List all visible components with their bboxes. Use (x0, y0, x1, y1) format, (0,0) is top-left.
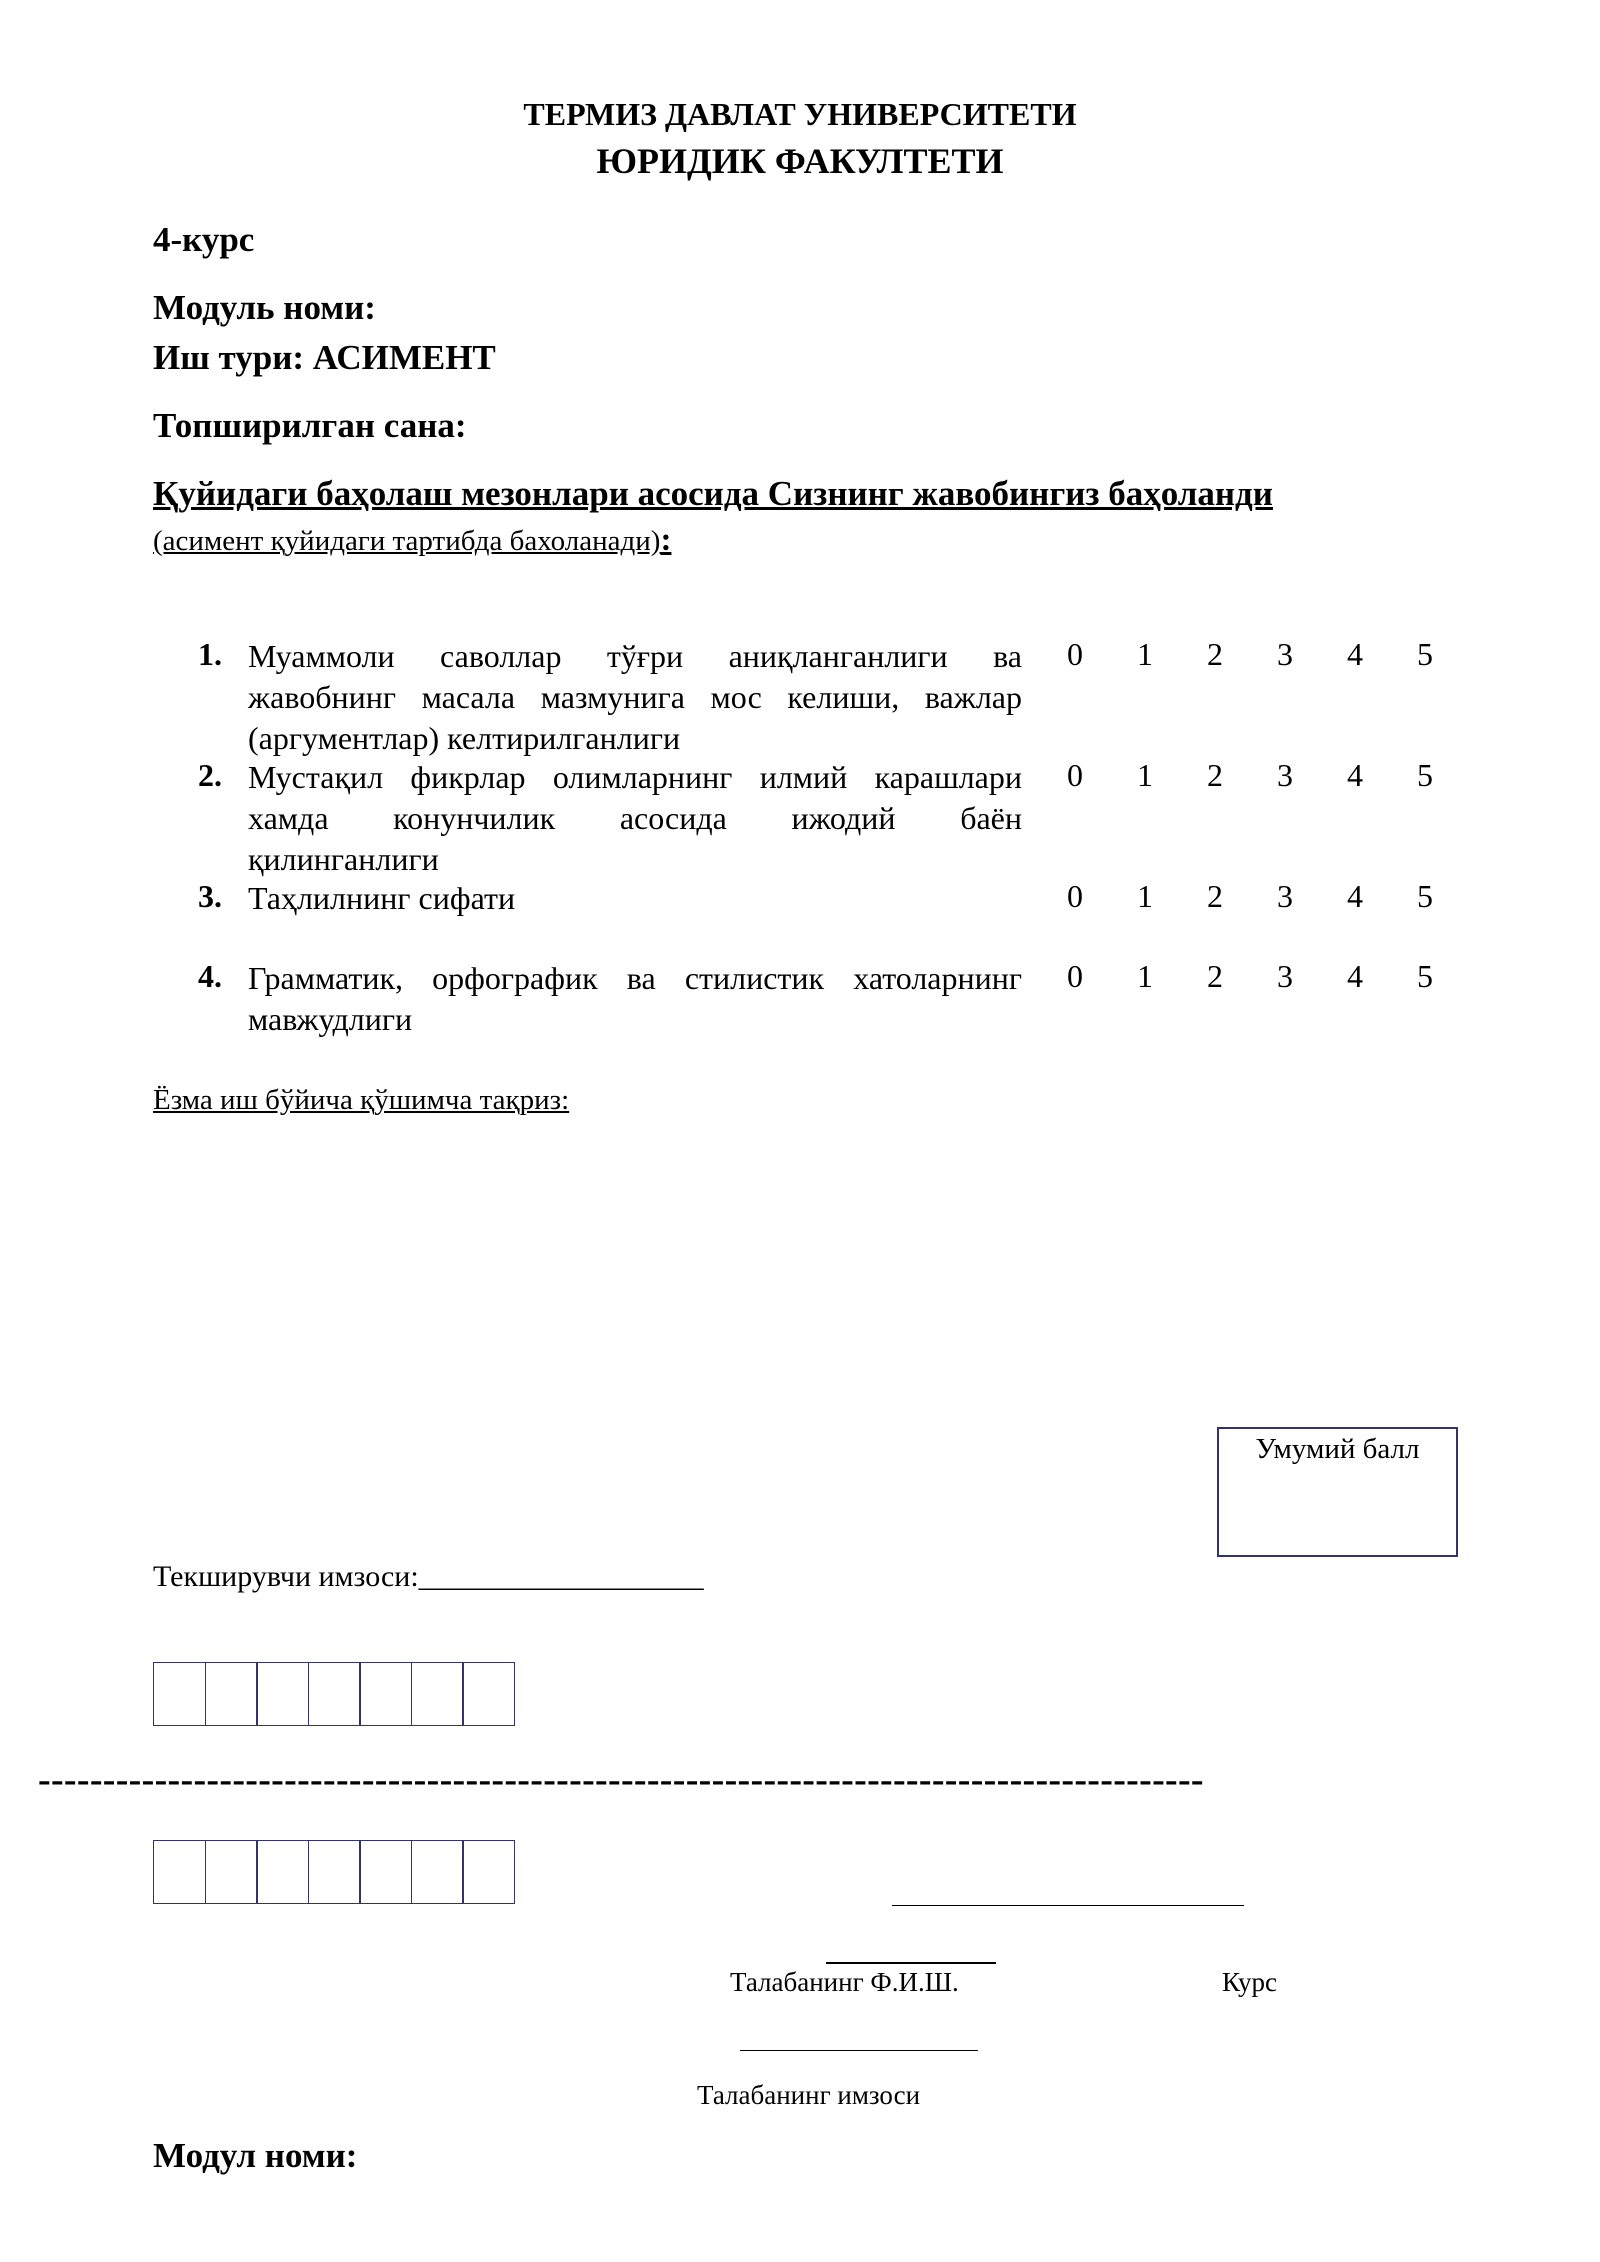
code-cell[interactable] (359, 1840, 412, 1904)
submitted-date-label: Топширилган сана: (153, 406, 467, 445)
score-option[interactable]: 0 (1067, 958, 1083, 994)
criterion-4-text (248, 958, 1022, 1040)
score-option[interactable]: 3 (1277, 958, 1293, 994)
code-cell[interactable] (256, 1840, 309, 1904)
score-option[interactable]: 1 (1137, 878, 1153, 914)
criterion-3-line-1: Таҳлилнинг сифати (248, 880, 516, 916)
score-option[interactable]: 1 (1137, 757, 1153, 793)
score-option[interactable]: 2 (1207, 757, 1223, 793)
score-option[interactable]: 0 (1067, 878, 1083, 914)
code-cell[interactable] (153, 1840, 206, 1904)
criterion-1-line-2: жавобнинг масала мазмунига мос келиши, важлар (248, 679, 1022, 715)
course-label: 4-курс (153, 220, 255, 259)
faculty-title: ЮРИДИК ФАКУЛТЕТИ (596, 141, 1004, 181)
criterion-1-line-3: (аргументлар) келтирилганлиги (248, 720, 681, 756)
code-cell[interactable] (153, 1662, 206, 1726)
assessment-note: (асимент қуйидаги тартибда бахоланади) (153, 525, 661, 557)
criterion-2-number: 2. (198, 757, 222, 793)
score-option[interactable]: 3 (1277, 636, 1293, 672)
student-signature-label: Талабанинг имзоси (697, 2080, 921, 2110)
criterion-4-number: 4. (198, 958, 222, 994)
criterion-2-line-1: Мустақил фикрлар олимларнинг илмий карашлари (248, 759, 1022, 795)
score-option[interactable]: 4 (1347, 878, 1363, 914)
criterion-3-text (248, 878, 1022, 919)
code-cells-upper (153, 1662, 514, 1726)
criterion-1-number: 1. (198, 636, 222, 672)
course-line[interactable] (826, 1962, 996, 1964)
score-option[interactable]: 0 (1067, 636, 1083, 672)
criterion-1-line-1: Муаммоли саволлар тўғри аниқланганлиги ва (248, 638, 1022, 674)
code-cell[interactable] (308, 1840, 361, 1904)
course-field-label: Курс (1222, 1967, 1277, 1997)
score-option[interactable]: 1 (1137, 636, 1153, 672)
criterion-1-scores (1040, 636, 1460, 673)
score-option[interactable]: 5 (1417, 958, 1433, 994)
score-option[interactable]: 2 (1207, 636, 1223, 672)
criterion-4-scores (1040, 958, 1460, 995)
score-option[interactable]: 0 (1067, 757, 1083, 793)
criterion-3-number: 3. (198, 878, 222, 914)
checker-signature: Текширувчи имзоси:___________________ (153, 1560, 704, 1593)
code-cell[interactable] (462, 1662, 515, 1726)
module-name-footer: Модул номи: (153, 2136, 358, 2175)
assessment-note-wrap (153, 522, 671, 559)
assessment-note-colon: : (660, 522, 672, 558)
code-cell[interactable] (205, 1840, 258, 1904)
assessment-heading: Қуйидаги баҳолаш мезонлари асосида Сизнинг жавобингиз баҳоланди (153, 474, 1273, 513)
total-score-box[interactable] (1217, 1427, 1458, 1557)
code-cell[interactable] (256, 1662, 309, 1726)
total-score-label: Умумий балл (1255, 1433, 1420, 1465)
score-option[interactable]: 4 (1347, 636, 1363, 672)
criterion-2-scores (1040, 757, 1460, 794)
module-label: Модуль номи: (153, 288, 376, 327)
criterion-4-line-2: мавжудлиги (248, 1001, 413, 1037)
score-option[interactable]: 3 (1277, 757, 1293, 793)
student-name-line[interactable] (892, 1905, 1244, 1906)
score-option[interactable]: 5 (1417, 757, 1433, 793)
score-option[interactable]: 2 (1207, 958, 1223, 994)
score-option[interactable]: 5 (1417, 636, 1433, 672)
code-cell[interactable] (462, 1840, 515, 1904)
criterion-4-line-1: Грамматик, орфографик ва стилистик хатоларнинг (248, 960, 1022, 996)
cut-line: ------------------------------------------------------------------------------------------ (38, 1759, 1204, 1801)
code-cell[interactable] (411, 1840, 464, 1904)
score-option[interactable]: 4 (1347, 958, 1363, 994)
score-option[interactable]: 5 (1417, 878, 1433, 914)
review-label: Ёзма иш бўйича қўшимча тақриз: (153, 1084, 570, 1116)
code-cell[interactable] (359, 1662, 412, 1726)
university-title: ТЕРМИЗ ДАВЛАТ УНИВЕРСИТЕТИ (523, 96, 1077, 132)
criterion-1-text (248, 636, 1022, 759)
code-cells-lower (153, 1840, 514, 1904)
score-option[interactable]: 2 (1207, 878, 1223, 914)
criterion-3-scores (1040, 878, 1460, 915)
student-signature-line[interactable] (740, 2050, 978, 2051)
code-cell[interactable] (308, 1662, 361, 1726)
code-cell[interactable] (205, 1662, 258, 1726)
score-option[interactable]: 3 (1277, 878, 1293, 914)
criterion-2-text (248, 757, 1022, 880)
score-option[interactable]: 1 (1137, 958, 1153, 994)
work-type: Иш тури: АСИМЕНТ (153, 338, 496, 377)
student-name-label: Талабанинг Ф.И.Ш. (730, 1967, 959, 1997)
code-cell[interactable] (411, 1662, 464, 1726)
score-option[interactable]: 4 (1347, 757, 1363, 793)
criterion-2-line-2: хамда конунчилик асосида ижодий баён (248, 800, 1022, 836)
criterion-2-line-3: қилинганлиги (248, 841, 439, 877)
